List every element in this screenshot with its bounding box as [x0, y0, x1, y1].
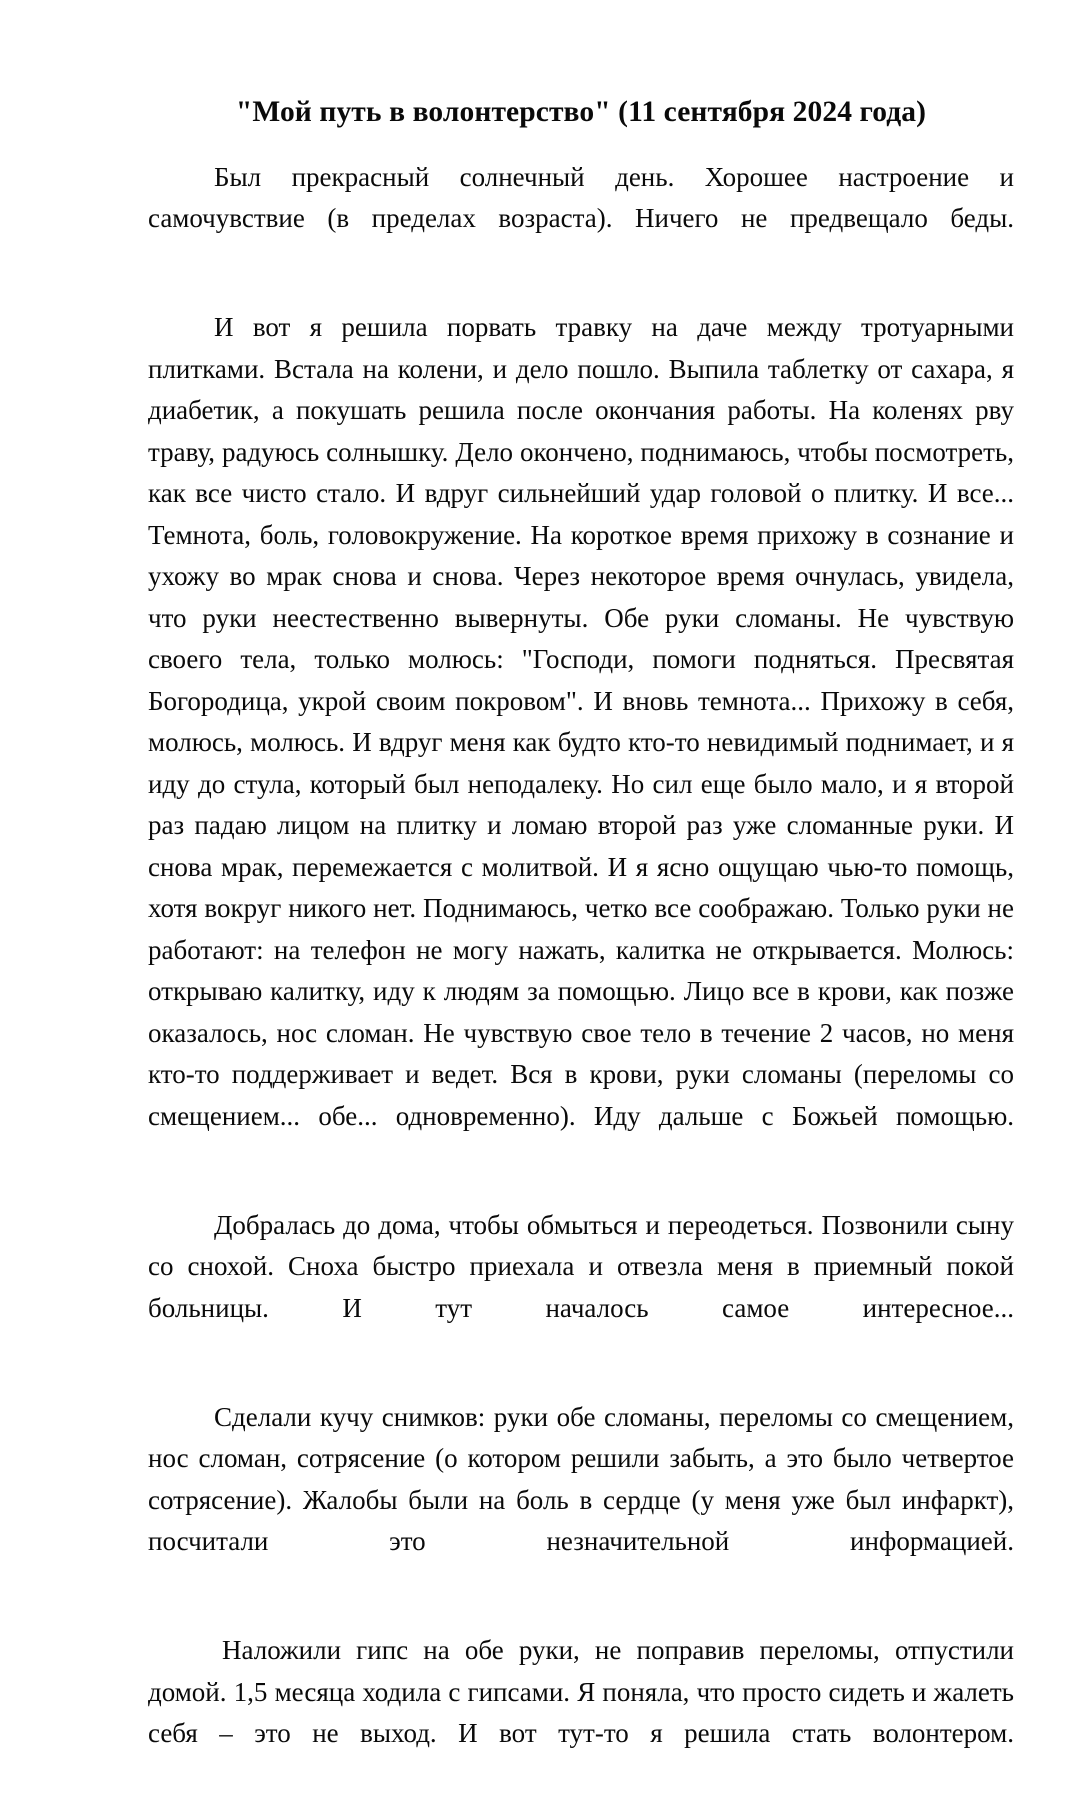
paragraph-5: Наложили гипс на обе руки, не поправив переломы, отпустили домой. 1,5 месяца ходила с гипсами. Я поняла, что просто сидеть и жалеть себя – это не выход. И вот тут-то я решила стать волонтером. — [148, 1635, 1014, 1749]
paragraph-4: Сделали кучу снимков: руки обе сломаны, переломы со смещением, нос сломан, сотрясение (о котором решили забыть, а это было четвертое сотрясение). Жалобы были на боль в сердце (у меня уже был инфаркт), посчитали это незначительной информацией. — [148, 1401, 1014, 1557]
paragraph-3: Добралась до дома, чтобы обмыться и переодеться. Позвонили сыну со снохой. Сноха быстро приехала и отвезла меня в приемный покой больницы. И тут началось самое интересное... — [148, 1209, 1014, 1323]
paragraph-2: И вот я решила порвать травку на даче между тротуарными плитками. Встала на колени, и дело пошло. Выпила таблетку от сахара, я диабетик, а покушать решила после окончания работы. На коленях рву траву, радуюсь солнышку. Дело окончено, поднимаюсь, чтобы посмотреть, как все чисто стало. И вдруг сильнейший удар головой о плитку. И все... Темнота, боль, головокружение. На короткое время прихожу в сознание и ухожу во мрак снова и снова. Через некоторое время очнулась, увидела, что руки неестественно вывернуты. Обе руки сломаны. Не чувствую своего тела, только молюсь: "Господи, помоги подняться. Пресвятая Богородица, укрой своим покровом". И вновь темнота... Прихожу в себя, молюсь, молюсь. И вдруг меня как будто кто-то невидимый поднимает, и я иду до стула, который был неподалеку. Но сил еще было мало, и я второй раз падаю лицом на плитку и ломаю второй раз уже сломанные руки. И снова мрак, перемежается с молитвой. И я ясно ощущаю чью-то помощь, хотя вокруг никого нет. Поднимаюсь, четко все соображаю. Только руки не работают: на телефон не могу нажать, калитка не открывается. Молюсь: открываю калитку, иду к людям за помощью. Лицо все в крови, как позже оказалось, нос сломан. Не чувствую свое тело в течение 2 часов, но меня кто-то поддерживает и ведет. Вся в крови, руки сломаны (переломы со смещением... обе... одновременно). Иду дальше с Божьей помощью. — [148, 312, 1014, 1131]
page-title: "Мой путь в волонтерство" (11 сентября 2024 года) — [235, 96, 927, 128]
paragraph-1: Был прекрасный солнечный день. Хорошее настроение и самочувствие (в пределах возраста). Ничего не предвещало беды. — [148, 161, 1014, 234]
document-content — [148, 0, 1014, 1796]
